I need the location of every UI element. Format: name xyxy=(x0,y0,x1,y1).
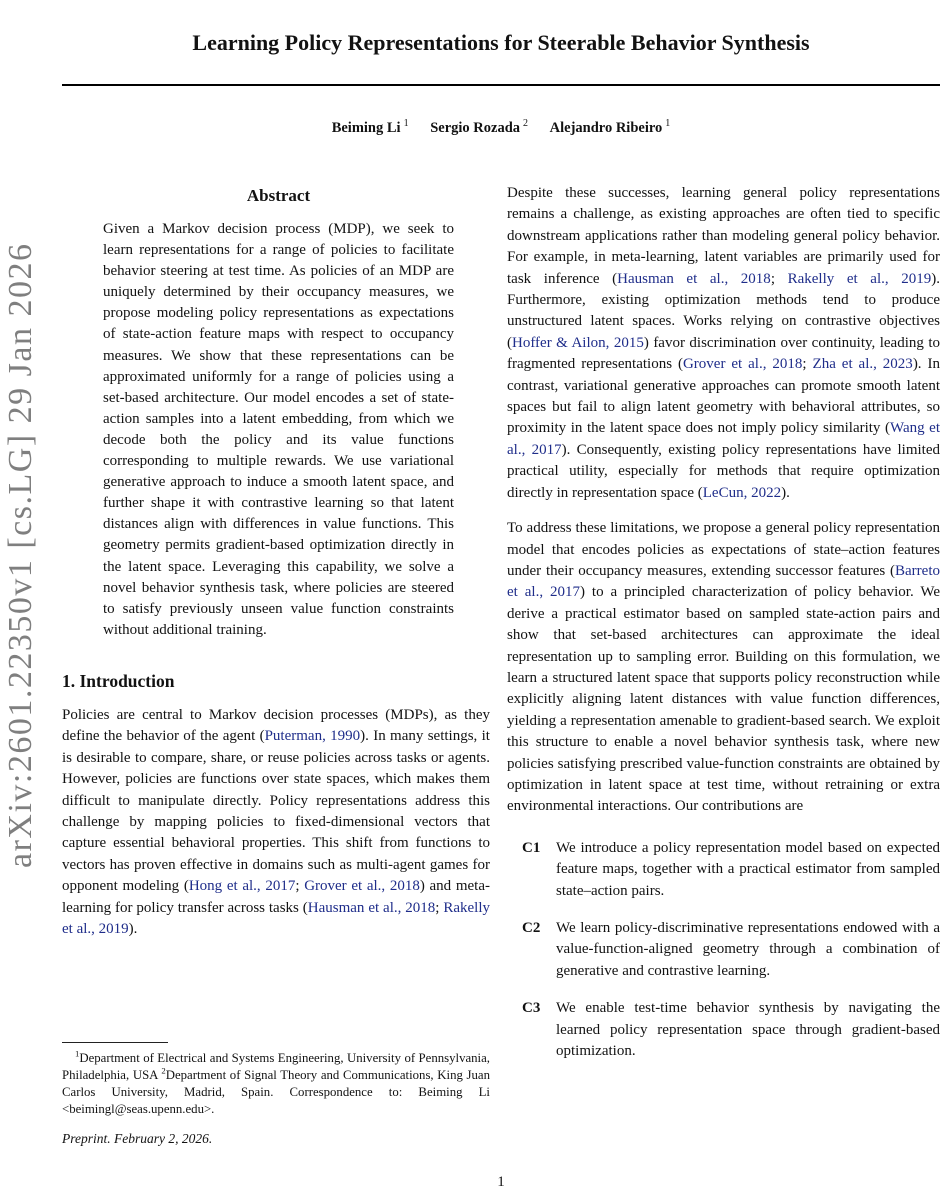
footnote-section xyxy=(62,1042,490,1147)
citation-link[interactable]: Wang et al., 2017 xyxy=(507,420,940,458)
authors-line xyxy=(62,118,940,137)
citation-link[interactable]: LeCun, 2022 xyxy=(702,484,782,501)
footnote-divider xyxy=(62,1042,168,1043)
contributions-list xyxy=(507,838,940,1063)
author-name: Beiming Li xyxy=(331,119,401,136)
author-name: Sergio Rozada xyxy=(430,119,521,136)
contribution-label: C3 xyxy=(522,1000,541,1017)
abstract-heading: Abstract xyxy=(246,186,311,205)
left-column xyxy=(62,183,490,940)
abstract-section xyxy=(62,186,490,641)
title-divider xyxy=(62,84,940,86)
citation-link[interactable]: Hausman et al., 2018 xyxy=(307,899,436,916)
citation-link[interactable]: Hoffer & Ailon, 2015 xyxy=(512,334,644,351)
footnote-text: $^1$Department of Electrical and Systems Engineering, University of Pennsylvania, Philadelphia, USA $^2$Department of Signal Theory and Communications, King Juan Carlos University, Madrid, Spain. Correspondence to: Beiming Li <beimingl@seas.upenn.edu>. xyxy=(62,1048,490,1116)
author xyxy=(550,120,671,136)
contribution-item xyxy=(507,998,940,1062)
citation-link[interactable]: Puterman, 1990 xyxy=(264,728,361,745)
contribution-text: We enable test-time behavior synthesis by navigating the learned policy representation space through gradient-based optimization. xyxy=(556,1000,940,1060)
contribution-text: We learn policy-discriminative representations endowed with a value-function-aligned geometry through a combination of generative and contrastive learning. xyxy=(556,920,940,979)
contribution-label: C1 xyxy=(522,839,541,856)
contribution-item xyxy=(507,918,940,982)
arxiv-watermark: arXiv:2601.22350v1 [cs.LG] 29 Jan 2026 xyxy=(2,242,39,868)
author-affiliation-mark: 2 xyxy=(523,118,529,129)
author xyxy=(332,120,409,136)
paragraph: Despite these successes, learning general policy representations remains a challenge, as existing approaches are often tied to specific downstream applications rather than modeling general policy behavior. For example, in meta-learning, latent variables are primarily used for task inference (Hausman et al., 2018; Rakelly et al., 2019). Furthermore, existing optimization methods tend to produce unstructured latent spaces. Works relying on contrastive objectives (Hoffer & Ailon, 2015) favor discrimination over continuity, leading to fragmented representations (Grover et al., 2018; Zha et al., 2023). In contrast, variational generative approaches can promote smooth latent spaces but fail to align latent geometry with behavioral attributes, so proximity in the latent space does not imply policy similarity (Wang et al., 2017). Consequently, existing policy representations have limited practical utility, especially for methods that require optimization directly in representation space (LeCun, 2022). xyxy=(507,185,941,501)
contribution-text: We introduce a policy representation model based on expected feature maps, together with a practical estimator from sampled state–action pairs. xyxy=(556,839,940,899)
section-heading-introduction: 1. Introduction xyxy=(62,670,175,691)
paragraph: To address these limitations, we propose a general policy representation model that encodes policies as expectations of state–action features under their occupancy measures, extending successor features (Barreto et al., 2017) to a principled characterization of policy behavior. We derive a practical estimator based on sampled state-action pairs and show that set-based architectures can approximate the ideal representation up to sampling error. Building on this formulation, we learn a structured latent space that supports policy reconstruction while explicitly aligning latent distances with value function differences, yielding a representation amenable to gradient-based search. We exploit this structure to enable a novel behavior synthesis task, where new policies satisfying prescribed value-function constraints are obtained by optimization in latent space at test time, without retraining or extra environmental interactions. Our contributions are xyxy=(507,520,940,815)
paper-title: Learning Policy Representations for Steerable Behavior Synthesis xyxy=(192,30,810,55)
preprint-note: Preprint. February 2, 2026. xyxy=(62,1131,213,1146)
citation-link[interactable]: Zha et al., 2023 xyxy=(812,356,913,373)
abstract-body: Given a Markov decision process (MDP), we seek to learn representations for a range of policies to facilitate behavior steering at test time. As policies of an MDP are uniquely determined by their occupancy measures, we propose modeling policy representations as expectations of state-action feature maps with respect to occupancy measures. We show that these representations can be approximated uniformly for a range of policies using a set-based architecture. Our model encodes a set of state-action samples into a latent embedding, from which we decode both the policy and its value functions corresponding to multiple rewards. We use variational generative approach to induce a smooth latent space, and further shape it with contrastive learning so that latent distances align with differences in value functions. This geometry permits gradient-based optimization directly in the latent space. Leveraging this capability, we solve a novel behavior synthesis task, where policies are steered to satisfy previously unseen value function constraints without additional training. xyxy=(103,221,454,638)
author-affiliation-mark: 1 xyxy=(403,118,409,129)
citation-link[interactable]: Hong et al., 2017 xyxy=(188,878,296,895)
contribution-label: C2 xyxy=(522,920,541,936)
right-column xyxy=(507,183,940,1062)
introduction-paragraph: Policies are central to Markov decision processes (MDPs), as they define the behavior of the agent (Puterman, 1990). In many settings, it is desirable to compare, share, or reuse policies across tasks or agents. However, policies are functions over state spaces, which makes them difficult to manipulate directly. Policy representations address this challenge by mapping policies to fixed-dimensional vectors that capture essential behavioral properties. This shift from functions to vectors has proven effective in domains such as multi-agent games for opponent modeling (Hong et al., 2017; Grover et al., 2018) and meta-learning for policy transfer across tasks (Hausman et al., 2018; Rakelly et al., 2019). xyxy=(62,706,490,937)
author-affiliation-mark: 1 xyxy=(665,118,671,129)
contribution-item xyxy=(507,838,940,902)
citation-link[interactable]: Grover et al., 2018 xyxy=(304,878,420,895)
citation-link[interactable]: Hausman et al., 2018 xyxy=(617,270,771,287)
author xyxy=(430,120,528,136)
citation-link[interactable]: Grover et al., 2018 xyxy=(682,356,803,373)
author-name: Alejandro Ribeiro xyxy=(549,119,663,136)
citation-link[interactable]: Rakelly et al., 2019 xyxy=(787,270,932,287)
citation-link[interactable]: Rakelly et al., 2019 xyxy=(62,899,490,937)
page-number: 1 xyxy=(497,1174,505,1190)
citation-link[interactable]: Barreto et al., 2017 xyxy=(507,562,940,601)
